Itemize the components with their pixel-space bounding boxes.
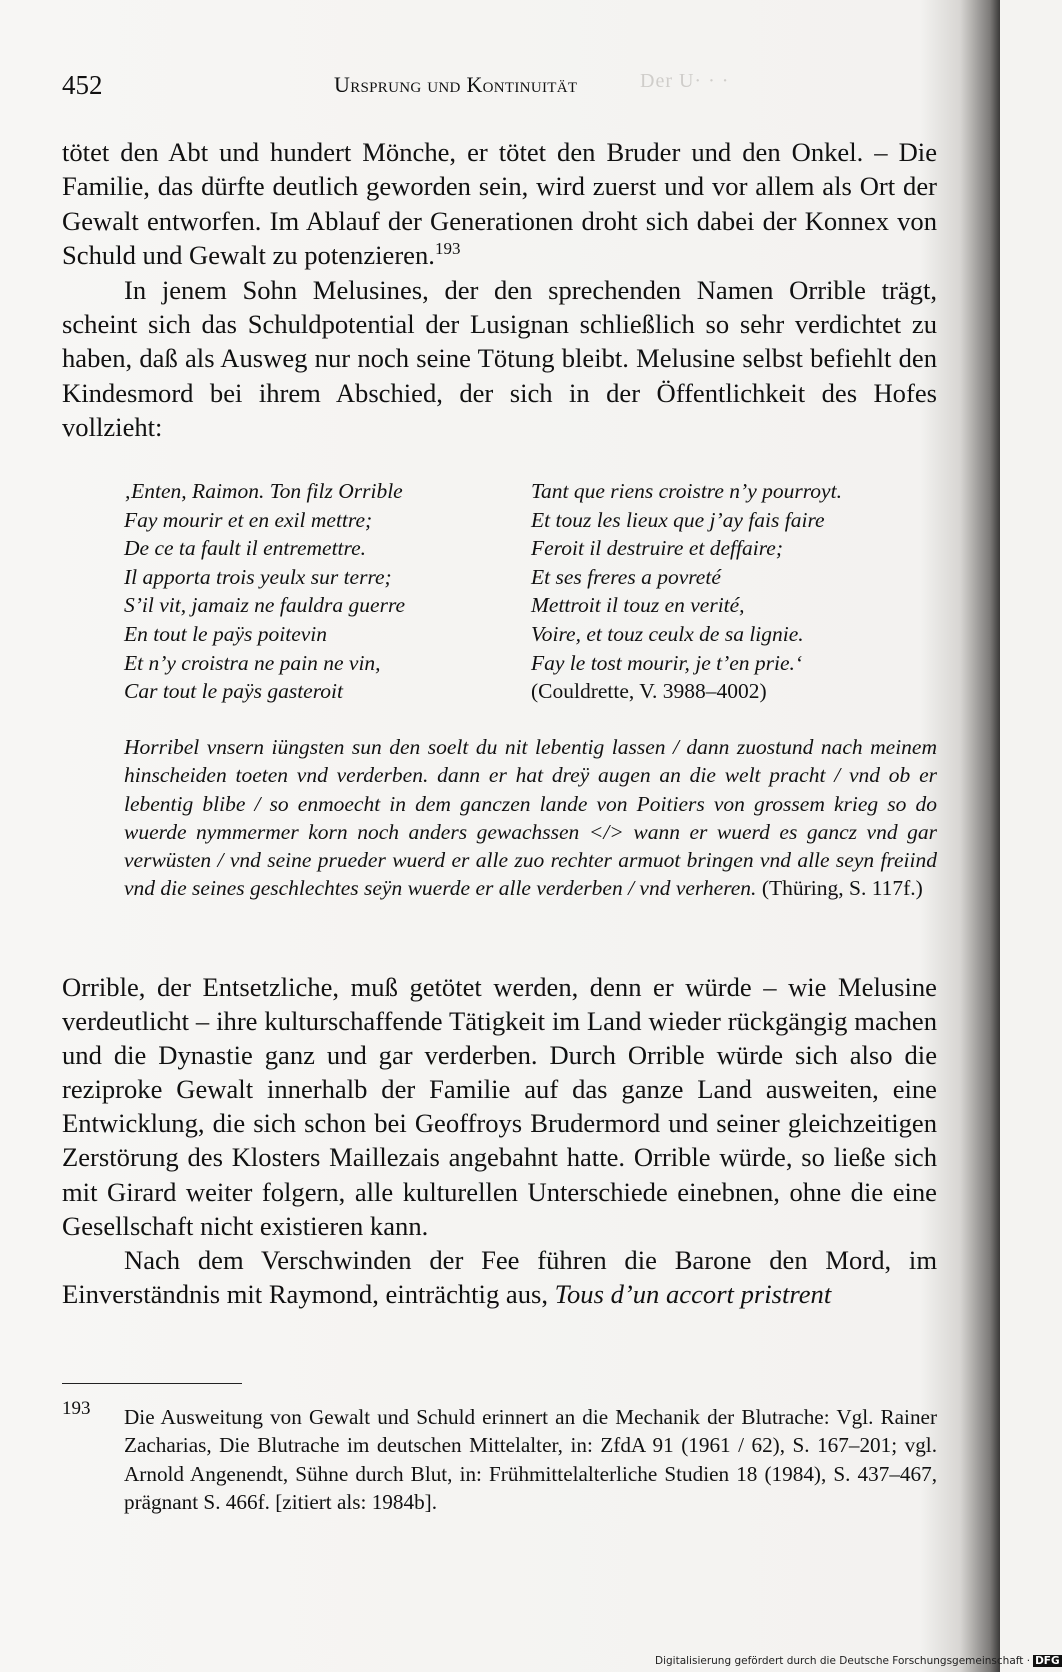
prose-quotation <box>124 733 937 903</box>
digitization-footer: Digitalisierung gefördert durch die Deutsche Forschungsgemeinschaft · DFG <box>655 1655 1060 1667</box>
verse-line: En tout le paÿs poitevin <box>124 621 328 646</box>
verse-line: Car tout le paÿs gasteroit <box>124 679 343 704</box>
bleed-through-text: Der U· · · <box>640 70 730 92</box>
body-text-top <box>62 135 937 445</box>
footnote-number: 193 <box>62 1398 91 1419</box>
verse-column-left <box>124 477 514 706</box>
page-number: 452 <box>62 70 103 100</box>
footnote-rule <box>62 1383 242 1384</box>
paragraph-2: In jenem Sohn Melusines, der den sprechenden Namen Orrible trägt, scheint sich das Schuldpotential der Lusignan schließlich so sehr verdichtet zu haben, daß als Ausweg nur noch seine Tötung bleibt. Melusine selbst befiehlt den Kindesmord bei ihrem Abschied, der sich in der Öffentlichkeit des Hofes vollzieht: <box>62 274 937 443</box>
prose-quote-text: Horribel vnsern iüngsten sun den soelt du nit lebentig lassen / dann zuostund nach meinem hinscheiden toeten vnd verderben. dann er hat dreÿ augen an die welt pracht / vnd ob er lebentig blibe / so enmoecht in dem ganczen lande von Poitiers von grossem krieg so do wuerde nymmermer korn noch anders gewachssen </> wann er wuerd es gancz vnd gar verwüsten / vnd seine prueder wuerd er alle zuo rechter armuot bringen vnd alle seyn freiind vnd die seines geschlechtes seÿn wuerde er alle verderben / vnd verheren. <box>124 735 937 901</box>
page-header <box>62 70 937 102</box>
footnote-reference: 193 <box>434 239 461 259</box>
italic-quote: Tous d’un accort pristrent <box>554 1278 832 1309</box>
verse-line: Et ses freres a povreté <box>531 564 721 589</box>
verse-line: Mettroit il touz en verité, <box>531 593 745 618</box>
paragraph-3: Orrible, der Entsetzliche, muß getötet werden, denn er würde – wie Melusine verdeutlicht – ihre kulturschaffende Tätigkeit im Land wieder rückgängig machen und die Dynastie ganz und gar verderben. Durch Orrible würde sich also die reziproke Gewalt innerhalb der Familie auf das ganze Land ausweiten, eine Entwicklung, die sich schon bei Geoffroys Brudermord und seiner gleichzeitigen Zerstörung des Klosters Maillezais angebahnt hatte. Orrible würde, so ließe sich mit Girard weiter folgern, alle kulturellen Unterschiede einebnen, ohne die eine Gesellschaft nicht existieren kann. <box>62 972 937 1241</box>
paragraph-1: tötet den Abt und hundert Mönche, er tötet den Bruder und den Onkel. – Die Familie, das dürfte deutlich geworden sein, wird zuerst und vor allem als Ort der Gewalt entworfen. Im Ablauf der Generationen droht sich dabei der Konnex von Schuld und Gewalt zu potenzieren.$^{193}$ <box>62 137 937 271</box>
verse-line: S’il vit, jamaiz ne fauldra guerre <box>124 593 406 618</box>
verse-line: Fay mourir et en exil mettre; <box>124 507 373 532</box>
body-text-bottom <box>62 970 937 1311</box>
dfg-logo: DFG <box>1035 1655 1060 1667</box>
footer-text: Digitalisierung gefördert durch die Deutsche Forschungsgemeinschaft <box>655 1655 1024 1667</box>
verse-line: Feroit il destruire et deffaire; <box>531 536 783 561</box>
verse-citation: (Couldrette, V. 3988–4002) <box>531 679 767 704</box>
verse-line: Et n’y croistra ne pain ne vin, <box>124 650 381 675</box>
footnote-text: Die Ausweitung von Gewalt und Schuld erinnert an die Mechanik der Blutrache: Vgl. Rainer Zacharias, Die Blutrache im deutschen Mittelalter, in: ZfdA 91 (1961 / 62), S. 167–201; vgl. Arnold Angenendt, Sühne durch Blut, in: Frühmittelalterliche Studien 18 (1984), S. 437–467, prägnant S. 466f. [zitiert als: 1984b]. <box>124 1405 937 1514</box>
verse-line: ‚Enten, Raimon. Ton filz Orrible <box>124 479 403 503</box>
verse-line: De ce ta fault il entremettre. <box>124 536 367 561</box>
verse-line: Et touz les lieux que j’ay fais faire <box>531 507 825 532</box>
verse-line: Voire, et touz ceulx de sa lignie. <box>531 621 804 646</box>
paragraph-4: Nach dem Verschwinden der Fee führen die Barone den Mord, im Einverständnis mit Raymond, einträchtig aus, Tous d’un accort pristrent <box>62 1244 937 1309</box>
verse-line: Il apporta trois yeulx sur terre; <box>124 564 392 589</box>
running-title: Ursprung und Kontinuität <box>334 72 578 97</box>
verse-line: Tant que riens croistre n’y pourroyt. <box>531 479 842 503</box>
verse-line: Fay le tost mourir, je t’en prie.‘ <box>531 650 803 675</box>
verse-column-right <box>531 477 921 706</box>
prose-quote-citation: (Thüring, S. 117f.) <box>761 876 923 901</box>
